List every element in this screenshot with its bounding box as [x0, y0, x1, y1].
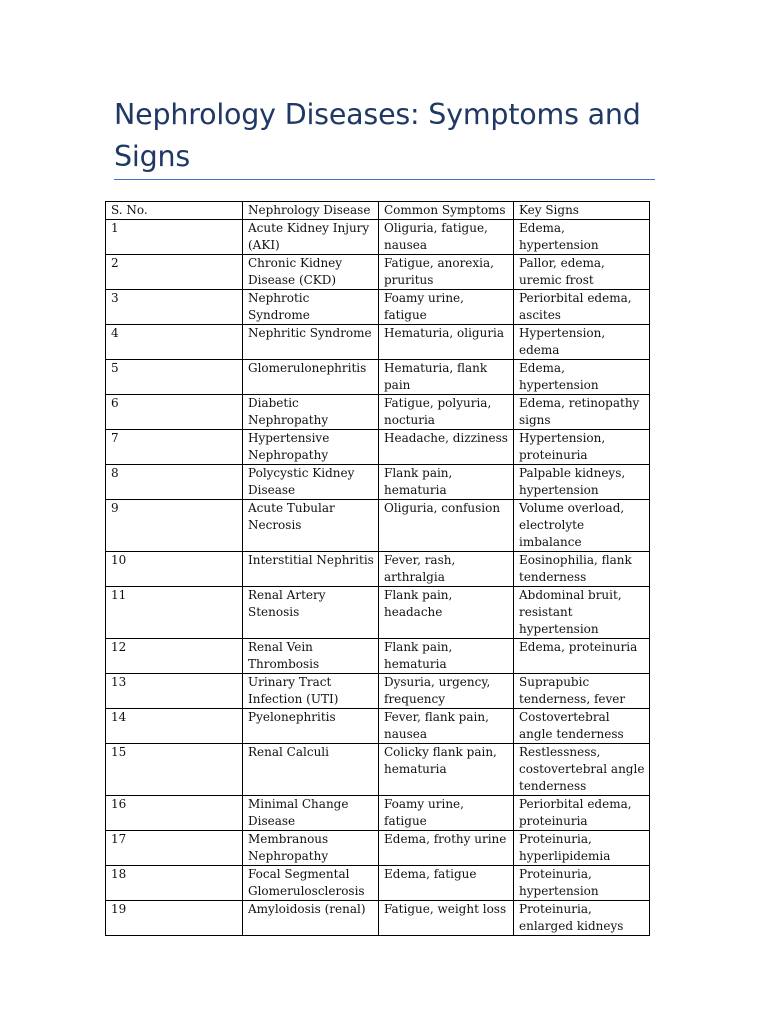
table-row	[106, 796, 650, 831]
cell-symptoms: Edema, frothy urine	[379, 831, 514, 866]
header-symptoms: Common Symptoms	[379, 202, 514, 220]
cell-symptoms: Headache, dizziness	[379, 430, 514, 465]
cell-serial-number: 12	[106, 639, 243, 674]
cell-symptoms: Flank pain, headache	[379, 587, 514, 639]
cell-serial-number: 4	[106, 325, 243, 360]
cell-disease: Glomerulonephritis	[243, 360, 379, 395]
diseases-table	[105, 201, 650, 936]
cell-symptoms: Edema, fatigue	[379, 866, 514, 901]
cell-serial-number: 10	[106, 552, 243, 587]
table-row	[106, 744, 650, 796]
cell-serial-number: 13	[106, 674, 243, 709]
table-row	[106, 587, 650, 639]
cell-symptoms: Flank pain, hematuria	[379, 639, 514, 674]
table-row	[106, 325, 650, 360]
cell-symptoms: Hematuria, flank pain	[379, 360, 514, 395]
table-row	[106, 674, 650, 709]
cell-serial-number: 11	[106, 587, 243, 639]
cell-disease: Amyloidosis (renal)	[243, 901, 379, 936]
table-row	[106, 639, 650, 674]
cell-disease: Membranous Nephropathy	[243, 831, 379, 866]
table-row	[106, 552, 650, 587]
cell-serial-number: 19	[106, 901, 243, 936]
cell-signs: Volume overload, electrolyte imbalance	[514, 500, 650, 552]
cell-signs: Edema, retinopathy signs	[514, 395, 650, 430]
cell-serial-number: 1	[106, 220, 243, 255]
cell-disease: Nephrotic Syndrome	[243, 290, 379, 325]
cell-disease: Pyelonephritis	[243, 709, 379, 744]
table-row	[106, 709, 650, 744]
cell-signs: Periorbital edema, proteinuria	[514, 796, 650, 831]
cell-signs: Proteinuria, hypertension	[514, 866, 650, 901]
cell-disease: Nephritic Syndrome	[243, 325, 379, 360]
table-header-row	[106, 202, 650, 220]
header-disease: Nephrology Disease	[243, 202, 379, 220]
cell-signs: Hypertension, edema	[514, 325, 650, 360]
cell-disease: Acute Tubular Necrosis	[243, 500, 379, 552]
cell-serial-number: 14	[106, 709, 243, 744]
header-signs: Key Signs	[514, 202, 650, 220]
cell-signs: Edema, proteinuria	[514, 639, 650, 674]
cell-symptoms: Oliguria, confusion	[379, 500, 514, 552]
table-row	[106, 290, 650, 325]
table-body	[106, 220, 650, 936]
cell-signs: Eosinophilia, flank tenderness	[514, 552, 650, 587]
table-row	[106, 831, 650, 866]
table-row	[106, 395, 650, 430]
page-title: Nephrology Diseases: Symptoms and Signs	[114, 98, 641, 173]
cell-signs: Palpable kidneys, hypertension	[514, 465, 650, 500]
cell-symptoms: Foamy urine, fatigue	[379, 796, 514, 831]
cell-symptoms: Dysuria, urgency, frequency	[379, 674, 514, 709]
cell-disease: Urinary Tract Infection (UTI)	[243, 674, 379, 709]
cell-signs: Periorbital edema, ascites	[514, 290, 650, 325]
title-underline	[114, 179, 655, 180]
cell-symptoms: Hematuria, oliguria	[379, 325, 514, 360]
cell-disease: Renal Artery Stenosis	[243, 587, 379, 639]
cell-symptoms: Flank pain, hematuria	[379, 465, 514, 500]
cell-disease: Polycystic Kidney Disease	[243, 465, 379, 500]
table-row	[106, 220, 650, 255]
cell-disease: Interstitial Nephritis	[243, 552, 379, 587]
cell-serial-number: 16	[106, 796, 243, 831]
cell-serial-number: 18	[106, 866, 243, 901]
cell-symptoms: Fever, flank pain, nausea	[379, 709, 514, 744]
cell-serial-number: 17	[106, 831, 243, 866]
cell-disease: Acute Kidney Injury (AKI)	[243, 220, 379, 255]
cell-signs: Edema, hypertension	[514, 360, 650, 395]
cell-serial-number: 15	[106, 744, 243, 796]
cell-disease: Renal Calculi	[243, 744, 379, 796]
header-serial-number: S. No.	[106, 202, 243, 220]
cell-signs: Suprapubic tenderness, fever	[514, 674, 650, 709]
cell-disease: Chronic Kidney Disease (CKD)	[243, 255, 379, 290]
cell-symptoms: Colicky flank pain, hematuria	[379, 744, 514, 796]
table-row	[106, 500, 650, 552]
cell-symptoms: Oliguria, fatigue, nausea	[379, 220, 514, 255]
cell-symptoms: Foamy urine, fatigue	[379, 290, 514, 325]
cell-serial-number: 3	[106, 290, 243, 325]
table-row	[106, 360, 650, 395]
cell-symptoms: Fatigue, polyuria, nocturia	[379, 395, 514, 430]
cell-signs: Restlessness, costovertebral angle tenderness	[514, 744, 650, 796]
cell-disease: Focal Segmental Glomerulosclerosis	[243, 866, 379, 901]
cell-disease: Minimal Change Disease	[243, 796, 379, 831]
cell-signs: Proteinuria, hyperlipidemia	[514, 831, 650, 866]
cell-signs: Abdominal bruit, resistant hypertension	[514, 587, 650, 639]
cell-symptoms: Fatigue, anorexia, pruritus	[379, 255, 514, 290]
cell-disease: Diabetic Nephropathy	[243, 395, 379, 430]
cell-symptoms: Fever, rash, arthralgia	[379, 552, 514, 587]
cell-serial-number: 7	[106, 430, 243, 465]
cell-serial-number: 2	[106, 255, 243, 290]
cell-disease: Hypertensive Nephropathy	[243, 430, 379, 465]
table-row	[106, 255, 650, 290]
cell-serial-number: 9	[106, 500, 243, 552]
cell-signs: Edema, hypertension	[514, 220, 650, 255]
cell-serial-number: 8	[106, 465, 243, 500]
cell-serial-number: 5	[106, 360, 243, 395]
cell-serial-number: 6	[106, 395, 243, 430]
cell-signs: Hypertension, proteinuria	[514, 430, 650, 465]
cell-signs: Pallor, edema, uremic frost	[514, 255, 650, 290]
table-row	[106, 430, 650, 465]
cell-signs: Costovertebral angle tenderness	[514, 709, 650, 744]
cell-disease: Renal Vein Thrombosis	[243, 639, 379, 674]
table-row	[106, 866, 650, 901]
cell-symptoms: Fatigue, weight loss	[379, 901, 514, 936]
cell-signs: Proteinuria, enlarged kidneys	[514, 901, 650, 936]
table-row	[106, 465, 650, 500]
table-row	[106, 901, 650, 936]
